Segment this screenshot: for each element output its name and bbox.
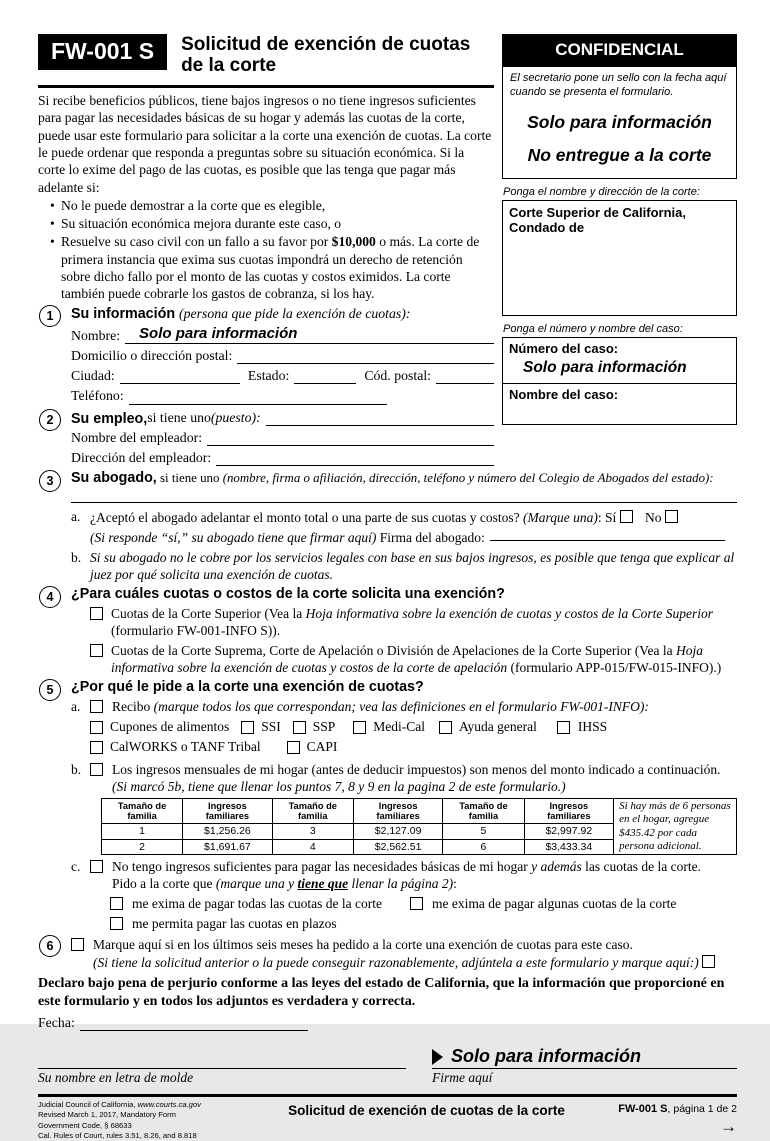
section-6-prior-request: 6 Marque aquí si en los últimos seis meses ha pedido a la corte una exención de cuotas para este caso. (Si tiene la solicitud anterior o la puede conseguir razonablemente, adjúntela a este formulario y marque aquí:) (38, 935, 737, 971)
section-3-your-lawyer: 3 Su abogado, si tiene uno (nombre, firma o afiliación, dirección, teléfono y número del Colegio de Abogados del estado): a. ¿Aceptó el abogado adelantar el monto total o una parte de sus cuotas y costos? (Marque una): Sí No (Si responde “sí,” su abogado tiene que firmar aquí) Firma del abogado: b. Si su abogado no le cobre por los servicios legales con base en sus bajos ingresos, es posible que tenga que explicar al juez por qué solicita una exención de cuotas. (38, 470, 737, 583)
address-label: Domicilio o dirección postal: (71, 348, 233, 364)
state-field[interactable] (294, 369, 356, 384)
date-label: Fecha: (38, 1014, 75, 1030)
employer-name-field[interactable] (207, 431, 494, 446)
case-name-area[interactable] (503, 384, 736, 424)
bullet-item: • Su situación económica mejora durante este caso, o (50, 215, 494, 232)
zip-field[interactable] (436, 369, 494, 384)
item-3a-label: a. (71, 509, 81, 525)
intro-paragraph: Si recibe beneficios públicos, tiene bajos ingresos o no tiene ingresos suficientes para pagar las necesidades básicas de su hogar y además las cuotas de la corte, puede usar este formulario para solicitar a la corte una exención de cuotas. La corte le puede ordenar que responda a preguntas sobre su situación económica. Si la corte lo exime del pago de las cuotas, es posible que las tenga que pagar más adelante si: (38, 92, 492, 195)
info-only-text: Solo para información (527, 111, 712, 132)
print-name-line[interactable] (38, 1068, 406, 1069)
lawyer-advance-no-checkbox[interactable] (665, 510, 678, 523)
item-5b-label: b. (71, 762, 82, 778)
item-3b-text: Si su abogado no le cobre por los servicios legales con base en sus bajos ingresos, es posible que tenga que explicar al juez por qué solicita una exención de cuotas. (90, 550, 735, 583)
medi-cal-checkbox[interactable] (353, 721, 366, 734)
footer-legal-info: Judicial Council of California, www.courts.ca.gov Revised March 1, 2017, Mandatory Form Government Code, § 68633 Cal. Rules of Court, rules 3.51, 8.26, and 8.818 (38, 1100, 201, 1140)
footer (38, 1100, 737, 1141)
date-field[interactable] (80, 1016, 308, 1031)
section-5-heading: ¿Por qué le pide a la corte una exención de cuotas? (71, 679, 424, 696)
phone-field[interactable] (129, 390, 387, 405)
city-field[interactable] (120, 369, 240, 384)
item-5a-label: a. (71, 699, 81, 715)
prior-request-checkbox[interactable] (71, 938, 84, 951)
section-1-heading: Su información (71, 305, 180, 322)
lawyer-info-field[interactable] (71, 488, 737, 503)
signature-line[interactable] (432, 1068, 737, 1069)
do-not-file-text: No entregue a la corte (527, 144, 712, 165)
table-row: 1 $1,256.26 3 $2,127.09 5 $2,997.92 (102, 824, 737, 839)
ssi-checkbox[interactable] (241, 721, 254, 734)
form-title: Solicitud de exención de cuotas de la corte (181, 34, 471, 76)
court-box-caption: Ponga el nombre y dirección de la corte: (503, 185, 700, 198)
section-2-number: 2 (39, 409, 61, 431)
section-1-your-information: 1 Su información (persona que pide la exención de cuotas): Nombre: Solo para información Domicilio o dirección postal: Ciudad: Estado: Cód. postal: Teléfono: (38, 305, 494, 406)
footer-page-info: FW-001 S, página 1 de 2 → (587, 1100, 737, 1141)
name-label: Nombre: (71, 327, 121, 343)
print-name-label: Su nombre en letra de molde (38, 1070, 194, 1086)
case-number-area[interactable] (503, 338, 736, 384)
table-header-row: Tamaño de familia Ingresos familiares Tamaño de familia Ingresos familiares Tamaño de familia Ingresos familiares Si hay más de 6 personas en el hogar, agregue $435.42 por cada persona adicional. (102, 799, 737, 824)
employer-name-label: Nombre del empleador: (71, 429, 203, 445)
section-2-your-employment: 2 Su empleo, si tiene uno (puesto): Nombre del empleador: Dirección del empleador: (38, 409, 494, 468)
continue-arrow-icon: → (720, 1117, 737, 1137)
prior-request-attached-checkbox[interactable] (702, 955, 715, 968)
form-number-badge: FW-001 S (38, 34, 167, 70)
state-label: Estado: (247, 368, 290, 384)
table-row: 2 $1,691.67 4 $2,562.51 6 $3,433.34 (102, 839, 737, 854)
confidential-banner: CONFIDENCIAL (502, 34, 737, 67)
case-number-value: Solo para información (523, 358, 687, 376)
section-3-number: 3 (39, 470, 61, 492)
calworks-tanf-checkbox[interactable] (90, 741, 103, 754)
employer-address-field[interactable] (216, 451, 494, 466)
ihss-checkbox[interactable] (557, 721, 570, 734)
low-income-checkbox[interactable] (90, 763, 103, 776)
stamp-note: El secretario pone un sello con la fecha aquí cuando se presenta el formulario. (510, 72, 727, 98)
footer-form-title: Solicitud de exención de cuotas de la corte (288, 1103, 565, 1119)
case-name-label: Nombre del caso: (509, 386, 619, 402)
perjury-declaration: Declaro bajo pena de perjurio conforme a las leyes del estado de California, que la información que proporcioné en este formulario y en todos los adjuntos es verdadera y correcta. (38, 976, 725, 1009)
employer-address-label: Dirección del empleador: (71, 450, 212, 466)
clerk-stamp-box (502, 67, 737, 179)
waive-some-fees-checkbox[interactable] (410, 897, 423, 910)
section-4-which-fees: 4 ¿Para cuáles cuotas o costos de la corte solicita una exención? Cuotas de la Corte Superior (Vea la Hoja informativa sobre la exención de cuotas y costos de la Corte Superior (formulario FW-001-INFO S)). Cuotas de la Corte Suprema, Corte de Apelación o División de Apelaciones de la Corte Superior (Vea la Hoja informativa sobre la exención de cuotas y costos de la corte de apelación (formulario APP-015/FW-015-INFO).) (38, 586, 737, 676)
header-rule (38, 85, 494, 88)
capi-checkbox[interactable] (287, 741, 300, 754)
waive-all-fees-checkbox[interactable] (110, 897, 123, 910)
section-3-heading: Su abogado, (71, 470, 157, 487)
lawyer-advance-yes-checkbox[interactable] (620, 510, 633, 523)
address-field[interactable] (237, 349, 494, 364)
name-value: Solo para información (139, 324, 298, 342)
sign-here-arrow-icon (432, 1049, 443, 1065)
bullet-item: • Resuelve su caso civil con un fallo a su favor por $10,000 o más. La corte de primera instancia que exima sus cuotas impondrá un derecho de retención sobre dicho fallo por el monto de las cuotas y costos eximidos. La corte también puede cobrarle los gastos de cobranza, si los hay. (50, 233, 494, 302)
food-stamps-checkbox[interactable] (90, 721, 103, 734)
table-note: Si hay más de 6 personas en el hogar, agregue $435.42 por cada persona adicional. (614, 799, 737, 855)
intro-bullets (50, 197, 494, 302)
name-field[interactable] (125, 325, 494, 344)
form-header (38, 34, 494, 77)
receive-benefits-checkbox[interactable] (90, 700, 103, 713)
case-number-label: Número del caso: (509, 340, 619, 356)
sign-here-label: Firme aquí (432, 1070, 493, 1086)
court-name-value: Corte Superior de California, Condado de (509, 204, 686, 235)
section-2-heading: Su empleo, (71, 410, 148, 427)
case-box (502, 337, 737, 425)
bullet-item: • No le puede demostrar a la corte que es elegible, (50, 197, 494, 214)
job-field[interactable] (266, 411, 494, 426)
item-5c-label: c. (71, 859, 81, 875)
section-1-number: 1 (39, 305, 61, 327)
zip-label: Cód. postal: (364, 368, 431, 384)
court-name-box[interactable] (502, 200, 737, 316)
city-label: Ciudad: (71, 368, 115, 384)
general-assistance-checkbox[interactable] (439, 721, 452, 734)
item-3b-label: b. (71, 550, 82, 566)
payment-plan-checkbox[interactable] (110, 917, 123, 930)
section-6-number: 6 (39, 935, 61, 957)
footer-rule (38, 1094, 737, 1097)
lawyer-signature-field[interactable] (490, 526, 725, 541)
phone-label: Teléfono: (71, 388, 124, 404)
superior-court-fees-checkbox[interactable] (90, 607, 103, 620)
income-limits-table (101, 798, 737, 855)
section-4-number: 4 (39, 586, 61, 608)
section-5-number: 5 (39, 679, 61, 701)
not-enough-income-checkbox[interactable] (90, 860, 103, 873)
case-box-caption: Ponga el número y nombre del caso: (503, 322, 683, 335)
ssp-checkbox[interactable] (293, 721, 306, 734)
section-5-why-waiver: 5 ¿Por qué le pide a la corte una exención de cuotas? a. Recibo (marque todos los que correspondan; vea las definiciones en el formulario FW-001-INFO): Cupones de alimentos SSI SSP Medi-Cal Ayuda general IHSS CalWORKS o TANF Tribal CAPI b. Los ingresos mensuales de mi hogar (antes de deducir impuestos) son menos del monto indicado a continuación. (Si marcó 5b, tiene que llenar los puntos 7, 8 y 9 en la pagina 2 de este formulario.) Tamaño de familia Ingresos familiares Tamaño de familia Ingresos familiares Tamaño de familia Ingresos familiares Si hay más de 6 personas en el hogar, agregue $435.42 por cada persona adicional. 1 $1,256.26 3 $2,127.09 5 $2,997.92 2 $1,691.67 4 $2,562.51 6 $3,433.34 c. No tengo ingresos suficientes para pagar las necesidades básicas de mi hogar y además las cuotas de la corte. Pido a la corte que (marque una y tiene que llenar la página 2): me exima de pagar todas las cuotas de la corte me exima de pagar algunas cuotas de la corte me permita pagar las cuotas en plazos (38, 679, 737, 932)
signature-block (38, 1046, 737, 1086)
section-4-heading: ¿Para cuáles cuotas o costos de la corte solicita una exención? (71, 586, 505, 603)
appellate-court-fees-checkbox[interactable] (90, 644, 103, 657)
signature-info-text: Solo para información (451, 1046, 642, 1067)
